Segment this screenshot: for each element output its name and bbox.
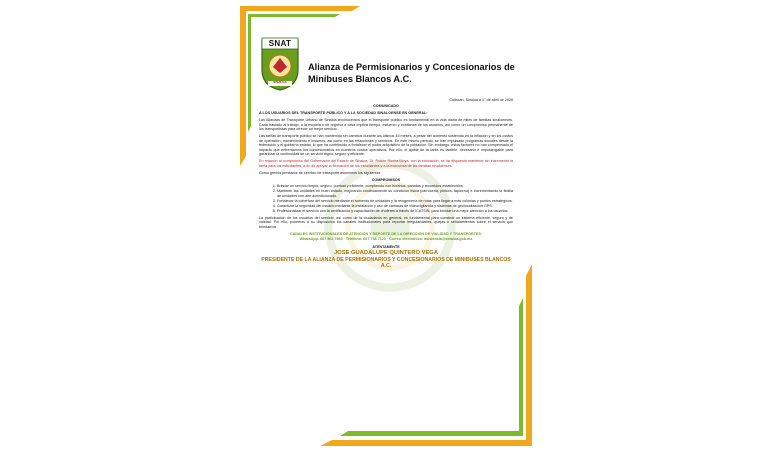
commitment-item: 3. Fortalecer la cobertura del servicio mediante el aumento de unidades y la reingeniería de rutas para llegar a más colonias y puntos estratégicos. <box>277 199 513 203</box>
highlight-paragraph: En relación al compromiso del Gobernador del Estado de Sinaloa, Dr. Rubén Rocha Moya, con la educación, se ha dispuesto mantener sin incremento la tarifa para los estudiantes, a fin de apoyar la formación de los estudiantes y a la economía de las familias sinaloenses. <box>259 159 513 168</box>
logo-subtext: SINALOA <box>273 80 287 84</box>
letter-date: Culiacán, Sinaloa a 1° de abril de 2026 <box>449 98 513 102</box>
letterhead <box>258 36 528 96</box>
organization-title: Alianza de Permisionarios y Concesionarios de Minibuses Blancos A.C. <box>308 62 515 84</box>
commitments-heading: COMPROMISOS <box>371 177 401 182</box>
letter-body <box>259 98 513 269</box>
document-page <box>240 6 532 446</box>
channels-contact: WhatsApp: 667 502 7665 · Teléfono: 667 758 7123 · Correo electrónico: asistencia@sinaloa.gob.mx <box>299 236 473 241</box>
logo-text: SNAT <box>268 39 292 48</box>
commitments-list <box>259 184 513 213</box>
commitment-item: 1. Brindar un servicio limpio, seguro, puntual y eficiente, cumpliendo con horarios, paradas y recorridos establecidos. <box>277 184 513 188</box>
commitments-intro: Como gremio prestador de servicio de transporte asumimos los siguientes <box>259 171 381 176</box>
paragraph-1: Las Alianzas de Transporte Urbano de Sinaloa reconocemos que el transporte público es fundamental en la vida diaria de miles de familias sinaloenses. Cada traslado al trabajo, a la escuela o de regreso a casa implica tiempo, esfuerzo y confianza de los usuarios, así como un compromiso permanente de los transportistas para ofrecer un mejor servicio. <box>259 118 513 132</box>
sign-off: ATENTAMENTE <box>372 244 400 249</box>
commitment-item: 5. Profesionalizar el servicio con la certificación y capacitación de choferes a través de ICATSIN, para brindar una mejor atención a los usuarios. <box>277 209 513 213</box>
corner-bottom-green <box>340 298 523 436</box>
signer-title: PRESIDENTE DE LA ALIANZA DE PERMISIONARIOS Y CONCESIONARIOS DE MINIBUSES BLANCOS A.C. <box>261 256 511 269</box>
paragraph-2: Las tarifas de transporte público se han mantenido sin cambios durante los últimos 45 meses, a pesar del aumento sostenido en la inflación y en los costos de operación, mantenimiento e insumos, así como en las refacciones y servicios. En este mismo periodo, se han impulsado programas sociales desde la federación y el gobierno estatal, lo que ha contribuido a fortalecer el poder adquisitivo de la población. Sin embargo, estos factores no han compensado el impacto que enfrentamos los concesionarios en nuestros costos operativos. Por ello, el ajuste de la tarifa es factible, necesario e impostergable para garantizar la continuidad de un servicio digno, seguro y eficiente. <box>259 134 513 157</box>
closing-paragraph: La participación de los usuarios del servicio, así como de la ciudadanía en general, es fundamental para construir un sistema eficiente, seguro y de calidad. Por ello, ponemos a su disposición los canales institucionales para reportar irregularidades, quejas o señalamientos sobre el servicio que brindamos. <box>259 215 513 229</box>
letter-addressee: A LOS USUARIOS DEL TRANSPORTE PÚBLICO Y A LA SOCIEDAD SINALOENSE EN GENERAL: <box>259 110 428 115</box>
channels-heading: CANALES INSTITUCIONALES DE ATENCIÓN Y REPORTE DE LA DIRECCIÓN DE VIALIDAD Y TRANSPORTES: <box>289 232 483 237</box>
letter-heading: COMUNICADO <box>373 104 399 109</box>
commitment-item: 2. Mantener las unidades en buen estado, mejorando continuamente su condición física (carrocería, pintura, tapicería) e incrementando la flotilla de unidades con aire acondicionado. <box>277 189 513 198</box>
commitment-item: 4. Garantizar la seguridad del usuario mediante la instalación y uso de cámaras de videovigilancia y sistemas de geolocalización GPS. <box>277 204 513 208</box>
signer-name: JOSE GUADALUPE QUINTERO VEGA <box>333 250 439 257</box>
